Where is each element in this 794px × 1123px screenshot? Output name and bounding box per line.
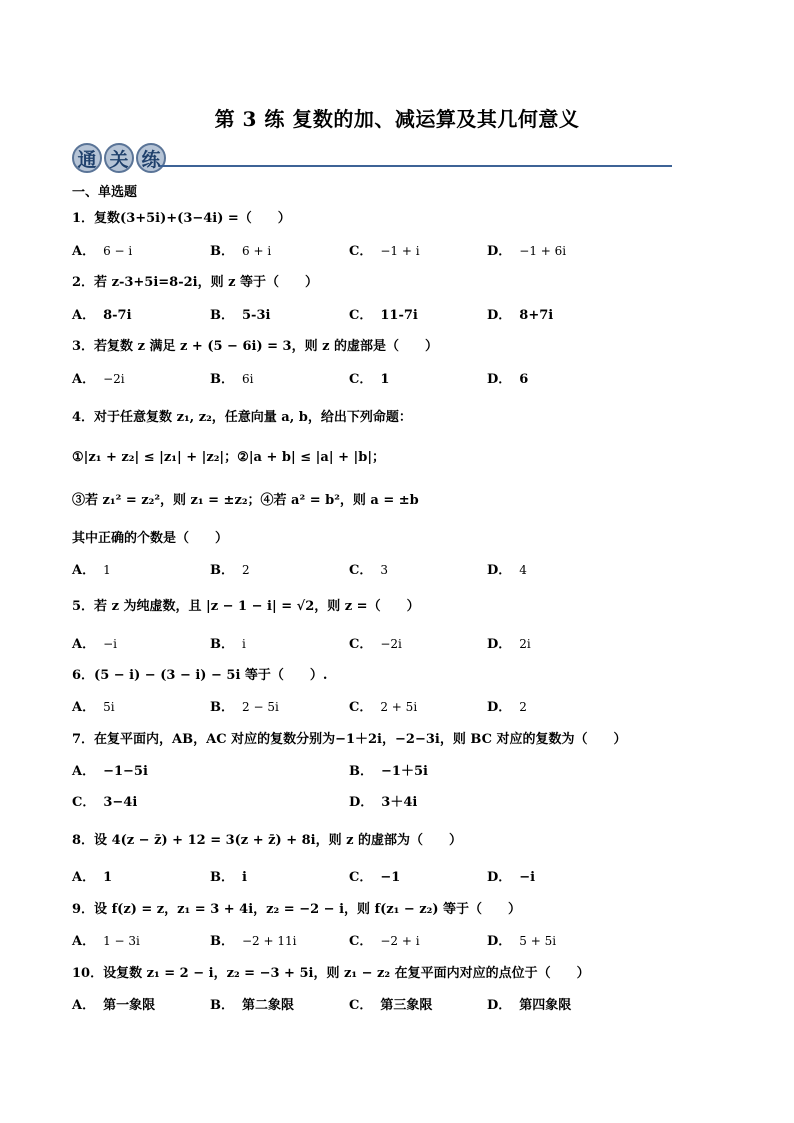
- option-c: [349, 994, 432, 1013]
- option-value: −1 + 6i: [519, 244, 567, 258]
- option-value: 5-3i: [242, 308, 271, 323]
- option-key: D．: [487, 372, 512, 387]
- option-value: −2i: [380, 637, 402, 651]
- option-value: 8+7i: [519, 308, 554, 323]
- option-value: 1: [380, 372, 390, 387]
- option-a: [72, 696, 115, 715]
- option-value: −2 + 11i: [242, 934, 297, 948]
- question-3: 3．若复数 z 满足 z + (5 − 6i) = 3，则 z 的虚部是（ ）: [72, 339, 439, 354]
- option-key: A．: [72, 563, 96, 578]
- option-b: [210, 559, 250, 578]
- option-value: 6 − i: [103, 244, 133, 258]
- option-value: 6: [519, 372, 529, 387]
- option-value: 2: [242, 563, 250, 577]
- option-d: [487, 866, 535, 885]
- option-b: [210, 696, 279, 715]
- badge-char: 练: [136, 143, 166, 173]
- option-value: 第二象限: [242, 998, 295, 1013]
- option-value: −i: [103, 637, 117, 651]
- option-key: C．: [349, 998, 373, 1013]
- option-key: D．: [487, 637, 512, 652]
- option-b: [210, 368, 253, 387]
- option-value: 5i: [103, 700, 115, 714]
- option-d: [487, 633, 531, 652]
- option-b: [210, 633, 246, 652]
- section-badge: [72, 143, 166, 173]
- option-d: [487, 696, 527, 715]
- option-key: C．: [349, 372, 373, 387]
- option-value: 5 + 5i: [519, 934, 557, 948]
- option-d: [487, 368, 528, 387]
- section-heading: 一、单选题: [72, 185, 138, 200]
- option-a: [72, 304, 132, 323]
- option-value: 2i: [519, 637, 531, 651]
- option-key: C．: [349, 934, 373, 949]
- question-8: 8．设 4(z − z̄) + 12 = 3(z + z̄) + 8i，则 z 的虚部为（ ）: [72, 833, 463, 848]
- option-value: i: [242, 870, 247, 885]
- option-value: i: [242, 637, 246, 651]
- option-d: [487, 304, 553, 323]
- option-key: A．: [72, 372, 96, 387]
- question-6: 6．(5 − i) − (3 − i) − 5i 等于（ ）.: [72, 668, 328, 683]
- question-10: 10．设复数 z₁ = 2 − i，z₂ = −3 + 5i，则 z₁ − z₂ 在复平面内对应的点位于（ ）: [72, 966, 590, 981]
- option-value: 3: [380, 563, 388, 577]
- question-4-prompt: 其中正确的个数是（ ）: [72, 531, 229, 546]
- option-key: B．: [210, 308, 234, 323]
- option-a: [72, 930, 140, 949]
- option-key: B．: [210, 700, 234, 715]
- option-key: A．: [72, 998, 96, 1013]
- option-key: C．: [72, 795, 96, 810]
- question-5: 5．若 z 为纯虚数，且 |z − 1 − i| = √2，则 z =（ ）: [72, 599, 420, 614]
- option-key: C．: [349, 244, 373, 259]
- option-value: 2: [519, 700, 527, 714]
- option-a: [72, 760, 148, 779]
- option-c: [349, 696, 417, 715]
- option-key: B．: [210, 637, 234, 652]
- option-a: [72, 633, 117, 652]
- option-key: B．: [349, 764, 373, 779]
- question-4-statements-1: ①|z₁ + z₂| ≤ |z₁| + |z₂|；②|a + b| ≤ |a| + |b|；: [72, 450, 386, 465]
- option-d: [487, 559, 527, 578]
- option-a: [72, 559, 111, 578]
- question-4: 4．对于任意复数 z₁, z₂，任意向量 a, b，给出下列命题：: [72, 410, 412, 425]
- option-value: 3−4i: [103, 795, 138, 810]
- option-key: D．: [487, 308, 512, 323]
- option-key: C．: [349, 637, 373, 652]
- option-value: 11-7i: [380, 308, 418, 323]
- option-b: [210, 930, 296, 949]
- page-title: 第 3 练 复数的加、减运算及其几何意义: [214, 107, 580, 131]
- option-c: [72, 791, 137, 810]
- option-key: A．: [72, 870, 96, 885]
- option-c: [349, 240, 420, 259]
- option-c: [349, 368, 389, 387]
- option-key: D．: [487, 244, 512, 259]
- option-d: [487, 930, 556, 949]
- option-value: 6i: [242, 372, 254, 386]
- option-a: [72, 866, 112, 885]
- option-value: 3＋4i: [381, 795, 418, 810]
- option-c: [349, 930, 420, 949]
- option-value: −2i: [103, 372, 125, 386]
- option-a: [72, 368, 125, 387]
- option-value: 2 + 5i: [380, 700, 418, 714]
- option-c: [349, 633, 402, 652]
- option-value: 8-7i: [103, 308, 132, 323]
- option-value: 1: [103, 870, 113, 885]
- option-c: [349, 304, 418, 323]
- question-2: 2．若 z-3+5i=8-2i，则 z 等于（ ）: [72, 275, 319, 290]
- option-d: [487, 994, 571, 1013]
- option-key: D．: [487, 870, 512, 885]
- option-value: 第四象限: [519, 998, 572, 1013]
- option-value: −1＋5i: [381, 764, 428, 779]
- option-key: B．: [210, 372, 234, 387]
- option-d: [487, 240, 566, 259]
- option-key: D．: [487, 563, 512, 578]
- option-key: B．: [210, 563, 234, 578]
- option-value: 1: [103, 563, 111, 577]
- badge-char: 通: [72, 143, 102, 173]
- option-key: D．: [349, 795, 374, 810]
- option-value: −1−5i: [103, 764, 148, 779]
- option-b: [349, 760, 428, 779]
- option-d: [349, 791, 417, 810]
- option-value: −1: [380, 870, 401, 885]
- option-value: 第三象限: [380, 998, 433, 1013]
- option-value: −i: [519, 870, 536, 885]
- option-value: 第一象限: [103, 998, 156, 1013]
- option-b: [210, 866, 247, 885]
- option-value: 4: [519, 563, 527, 577]
- option-c: [349, 866, 400, 885]
- question-7: 7．在复平面内，AB，AC 对应的复数分别为−1＋2i，−2−3i，则 BC 对应的复数为（ ）: [72, 732, 627, 747]
- question-9: 9．设 f(z) = z，z₁ = 3 + 4i，z₂ = −2 − i，则 f(z₁ − z₂) 等于（ ）: [72, 902, 522, 917]
- option-key: A．: [72, 934, 96, 949]
- option-value: 2 − 5i: [242, 700, 279, 714]
- option-key: C．: [349, 563, 373, 578]
- option-b: [210, 994, 294, 1013]
- option-key: A．: [72, 637, 96, 652]
- option-b: [210, 240, 271, 259]
- option-b: [210, 304, 270, 323]
- option-key: A．: [72, 308, 96, 323]
- option-a: [72, 994, 155, 1013]
- question-1: 1．复数(3+5i)+(3−4i) =（ ）: [72, 211, 291, 226]
- option-key: D．: [487, 934, 512, 949]
- option-key: C．: [349, 308, 373, 323]
- option-key: B．: [210, 934, 234, 949]
- option-value: 1 − 3i: [103, 934, 140, 948]
- option-key: D．: [487, 700, 512, 715]
- badge-char: 关: [104, 143, 134, 173]
- header-rule: [160, 165, 672, 167]
- option-key: A．: [72, 764, 96, 779]
- option-key: C．: [349, 700, 373, 715]
- option-c: [349, 559, 388, 578]
- option-key: B．: [210, 870, 234, 885]
- option-key: A．: [72, 244, 96, 259]
- option-key: A．: [72, 700, 96, 715]
- option-key: B．: [210, 998, 234, 1013]
- option-a: [72, 240, 132, 259]
- option-value: −2 + i: [380, 934, 420, 948]
- option-key: B．: [210, 244, 234, 259]
- option-key: D．: [487, 998, 512, 1013]
- question-4-statements-2: ③若 z₁² = z₂²，则 z₁ = ±z₂；④若 a² = b²，则 a = ±b: [72, 493, 419, 508]
- option-value: −1 + i: [380, 244, 420, 258]
- option-key: C．: [349, 870, 373, 885]
- option-value: 6 + i: [242, 244, 272, 258]
